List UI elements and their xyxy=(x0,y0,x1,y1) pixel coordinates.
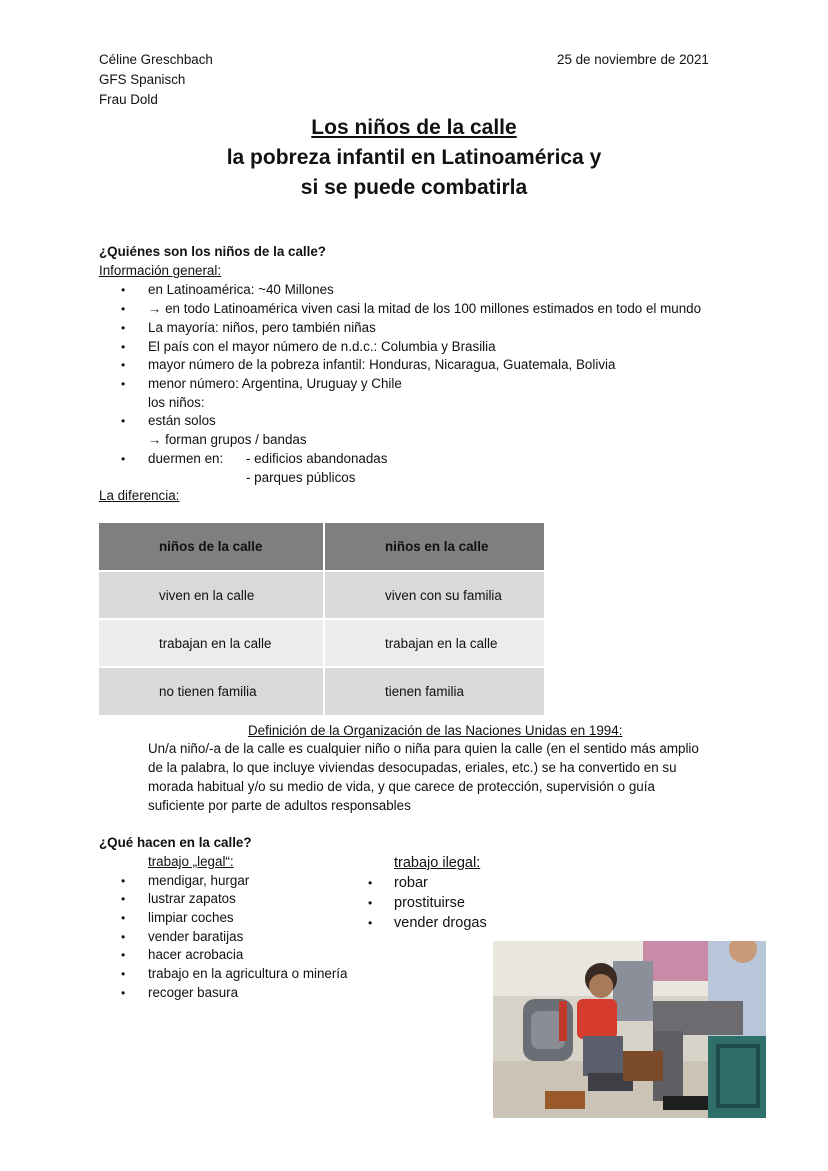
course-name: GFS Spanisch xyxy=(99,72,186,87)
list-item: en Latinoamérica: ~40 Millones xyxy=(148,282,334,297)
subheading-informacion: Información general: xyxy=(99,263,222,278)
bullet: • xyxy=(121,414,126,428)
section-heading-quienes: ¿Quiénes son los niños de la calle? xyxy=(99,244,326,259)
list-item: mendigar, hurgar xyxy=(148,873,250,888)
bullet: • xyxy=(121,892,126,906)
illegal-work-heading: trabajo ilegal: xyxy=(394,855,481,871)
lugar-edificios: - edificios abandonadas xyxy=(246,451,388,466)
table-row xyxy=(99,571,544,619)
bullet: • xyxy=(121,283,126,297)
ninos-label: los niños: xyxy=(148,395,205,410)
bullet: • xyxy=(121,340,126,354)
list-item: La mayoría: niños, pero también niñas xyxy=(148,320,376,335)
subheading-diferencia: La diferencia: xyxy=(99,488,180,503)
table-cell: no tienen familia xyxy=(99,667,324,715)
bullet: • xyxy=(368,916,373,930)
list-item: hacer acrobacia xyxy=(148,947,244,962)
list-item: están solos xyxy=(148,413,216,428)
list-item: menor número: Argentina, Uruguay y Chile xyxy=(148,376,402,391)
definition-heading: Definición de la Organización de las Naciones Unidas en 1994: xyxy=(248,723,623,738)
teacher-name: Frau Dold xyxy=(99,92,158,107)
author-name: Céline Greschbach xyxy=(99,52,213,67)
bullet: • xyxy=(368,896,373,910)
list-item: recoger basura xyxy=(148,985,239,1000)
bullet: • xyxy=(121,377,126,391)
table-row xyxy=(99,667,544,715)
list-item: vender drogas xyxy=(394,915,487,931)
table-cell: tienen familia xyxy=(324,667,544,715)
bullet: • xyxy=(121,911,126,925)
list-item: prostituirse xyxy=(394,895,465,911)
list-item: vender baratijas xyxy=(148,929,244,944)
table-header-cell: niños de la calle xyxy=(99,523,324,571)
bullet: • xyxy=(121,874,126,888)
section-heading-que-hacen: ¿Qué hacen en la calle? xyxy=(99,835,252,850)
bullet: • xyxy=(121,948,126,962)
table-header-cell: niños en la calle xyxy=(324,523,544,571)
table-cell: viven en la calle xyxy=(99,571,324,619)
bullet: • xyxy=(121,452,126,466)
page-subtitle-line1: la pobreza infantil en Latinoamérica y xyxy=(226,146,602,169)
table-cell: viven con su familia xyxy=(324,571,544,619)
list-item: lustrar zapatos xyxy=(148,891,236,906)
list-item: limpiar coches xyxy=(148,910,234,925)
bullet: • xyxy=(121,358,126,372)
list-item: duermen en: xyxy=(148,451,224,466)
list-item: mayor número de la pobreza infantil: Honduras, Nicaragua, Guatemala, Bolivia xyxy=(148,357,616,372)
table-header-row xyxy=(99,523,544,571)
table-row xyxy=(99,619,544,667)
bullet: • xyxy=(121,302,126,316)
shoeshine-boy-photo xyxy=(493,941,766,1118)
page-title: Los niños de la calle xyxy=(311,116,517,139)
bullet: • xyxy=(121,967,126,981)
list-item: → en todo Latinoamérica viven casi la mitad de los 100 millones estimados en todo el mundo xyxy=(148,301,702,316)
bullet: • xyxy=(368,876,373,890)
legal-work-heading: trabajo „legal“: xyxy=(148,854,234,869)
page-subtitle-line2: si se puede combatirla xyxy=(300,176,528,199)
definition-line: Un/a niño/-a de la calle es cualquier niño o niña para quien la calle (en el sentido más amplio xyxy=(148,741,699,756)
table-cell: trabajan en la calle xyxy=(324,619,544,667)
table-cell: trabajan en la calle xyxy=(99,619,324,667)
list-item: trabajo en la agricultura o minería xyxy=(148,966,348,981)
document-date: 25 de noviembre de 2021 xyxy=(557,52,709,67)
definition-line: suficiente por parte de adultos responsables xyxy=(148,798,411,813)
bullet: • xyxy=(121,986,126,1000)
bullet: • xyxy=(121,930,126,944)
difference-table xyxy=(99,523,544,715)
definition-line: de la palabra, lo que incluye viviendas desocupadas, eriales, etc.) se ha convertido en su xyxy=(148,760,677,775)
definition-line: morada habitual y/o su medio de vida, y que carece de protección, supervisión o guía xyxy=(148,779,655,794)
bullet: • xyxy=(121,321,126,335)
lugar-parques: - parques públicos xyxy=(246,470,356,485)
list-item: El país con el mayor número de n.d.c.: Columbia y Brasilia xyxy=(148,339,496,354)
list-item-grupos: → forman grupos / bandas xyxy=(148,432,307,447)
list-item: robar xyxy=(394,875,428,891)
